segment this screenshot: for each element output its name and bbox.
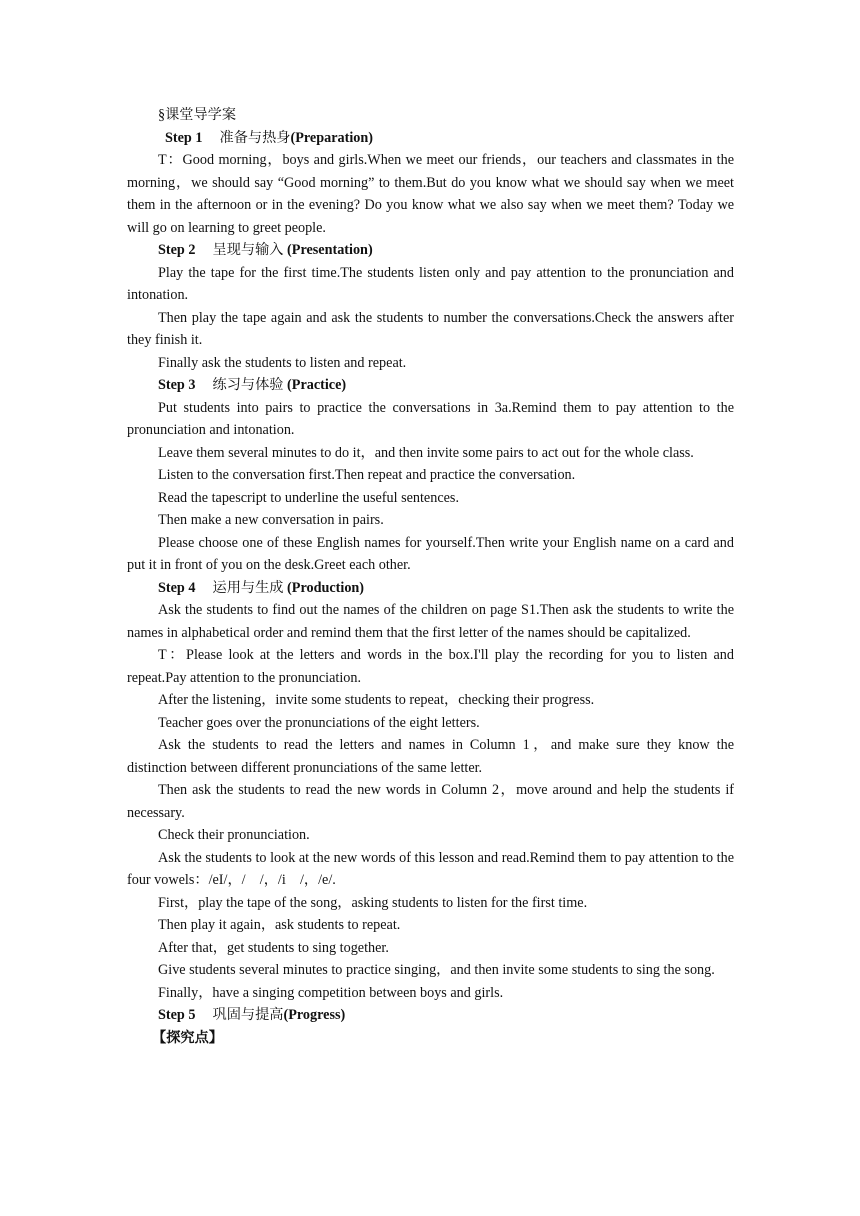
paragraph: Put students into pairs to practice the conversations in 3a.Remind them to pay attention to the pronunciation and intonation. bbox=[127, 399, 734, 438]
paragraph: Play the tape for the first time.The students listen only and pay attention to the pronunciation and intonation. bbox=[127, 264, 734, 303]
step-4-title: 运用与生成 bbox=[212, 579, 284, 596]
section-title: §课堂导学案 bbox=[158, 107, 237, 123]
step-1-label: Step 1 bbox=[165, 129, 203, 146]
explore-heading bbox=[127, 1027, 734, 1050]
paragraph: Leave them several minutes to do it，and then invite some pairs to act out for the whole class. bbox=[158, 444, 694, 461]
paragraph: Then play it again，ask students to repeat. bbox=[158, 917, 401, 933]
step-2-label: Step 2 bbox=[158, 242, 196, 258]
step-2-heading bbox=[127, 239, 734, 262]
step-5-en: (Progress) bbox=[283, 1007, 346, 1023]
paragraph: Teacher goes over the pronunciations of the eight letters. bbox=[158, 714, 480, 731]
paragraph: Finally，have a singing competition between boys and girls. bbox=[158, 984, 504, 1001]
paragraph: T：Please look at the letters and words in the box.I'll play the recording for you to listen and repeat.Pay attention to the pronunciation. bbox=[127, 647, 734, 686]
paragraph: Check their pronunciation. bbox=[158, 827, 310, 843]
step-5-label: Step 5 bbox=[158, 1007, 196, 1023]
step-4-en: (Production) bbox=[287, 579, 365, 596]
paragraph: Ask the students to find out the names of the children on page S1.Then ask the students to write the names in alphabetical order and remind them that the first letter of the names should be capitalized. bbox=[127, 602, 734, 641]
paragraph: T：Good morning，boys and girls.When we meet our friends，our teachers and classmates in the morning，we should say “Good morning” to them.But do you know what we should say when we meet them in the afternoon or in the evening? Do you know what we also say when we meet them? Today we will go on learning to greet people. bbox=[127, 152, 734, 236]
paragraph: Please choose one of these English names for yourself.Then write your English name on a card and put it in front of you on the desk.Greet each other. bbox=[127, 534, 734, 573]
paragraph: Then ask the students to read the new words in Column 2，move around and help the students if necessary. bbox=[127, 782, 734, 821]
paragraph: After that，get students to sing together. bbox=[158, 939, 389, 956]
paragraph: Then make a new conversation in pairs. bbox=[158, 512, 384, 528]
step-2-en: (Presentation) bbox=[287, 242, 373, 258]
paragraph: Listen to the conversation first.Then repeat and practice the conversation. bbox=[158, 467, 576, 483]
step-2-title: 呈现与输入 bbox=[212, 242, 284, 258]
step-4-label: Step 4 bbox=[158, 579, 196, 596]
paragraph: Read the tapescript to underline the useful sentences. bbox=[158, 489, 459, 506]
paragraph: After the listening，invite some students to repeat，checking their progress. bbox=[158, 692, 595, 708]
step-3-label: Step 3 bbox=[158, 377, 196, 393]
step-3-heading bbox=[127, 374, 734, 397]
step-5-heading bbox=[127, 1004, 734, 1027]
step-4-heading bbox=[127, 577, 734, 600]
explore-heading-text: 【探究点】 bbox=[152, 1029, 223, 1046]
paragraph: First，play the tape of the song，asking students to listen for the first time. bbox=[158, 894, 588, 911]
step-5-title: 巩固与提高 bbox=[212, 1007, 284, 1023]
paragraph: Give students several minutes to practice singing，and then invite some students to sing the song. bbox=[158, 962, 715, 978]
step-1-en: (Preparation) bbox=[290, 129, 373, 146]
paragraph: Then play the tape again and ask the students to number the conversations.Check the answers after they finish it. bbox=[127, 309, 734, 348]
step-1-heading bbox=[127, 127, 734, 150]
step-3-en: (Practice) bbox=[287, 377, 347, 393]
paragraph: Finally ask the students to listen and repeat. bbox=[158, 354, 407, 371]
paragraph: Ask the students to read the letters and names in Column 1，and make sure they know the distinction between different pronunciations of the same letter. bbox=[127, 737, 734, 776]
document-body bbox=[127, 104, 734, 1049]
step-3-title: 练习与体验 bbox=[212, 377, 284, 393]
paragraph: Ask the students to look at the new words of this lesson and read.Remind them to pay attention to the four vowels：/eI/，/ /，/i /，/e/. bbox=[127, 849, 734, 888]
step-1-title: 准备与热身 bbox=[219, 129, 291, 146]
